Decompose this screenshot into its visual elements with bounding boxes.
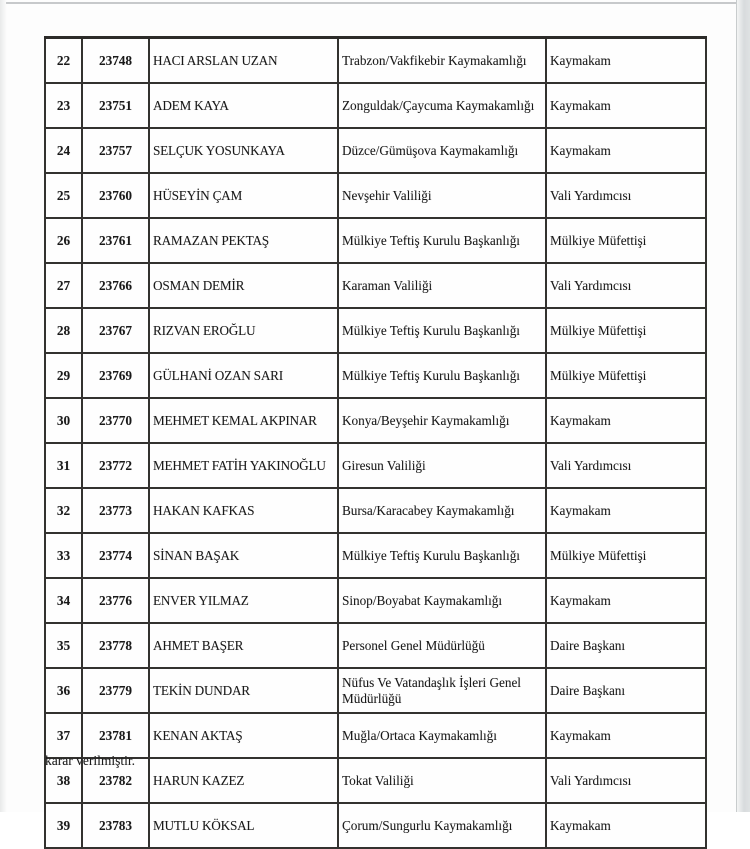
cell-institution: Mülkiye Teftiş Kurulu Başkanlığı [338, 308, 546, 353]
cell-institution: Muğla/Ortaca Kaymakamlığı [338, 713, 546, 758]
cell-institution: Trabzon/Vakfikebir Kaymakamlığı [338, 38, 546, 84]
cell-registry-no: 23772 [82, 443, 149, 488]
table-row [45, 308, 706, 353]
cell-institution: Düzce/Gümüşova Kaymakamlığı [338, 128, 546, 173]
cell-name: MUTLU KÖKSAL [149, 803, 338, 848]
footer-note: karar verilmiştir. [45, 753, 135, 768]
cell-name: SELÇUK YOSUNKAYA [149, 128, 338, 173]
cell-institution: Konya/Beyşehir Kaymakamlığı [338, 398, 546, 443]
cell-row-number: 37 [45, 713, 82, 758]
cell-registry-no: 23773 [82, 488, 149, 533]
cell-institution: Bursa/Karacabey Kaymakamlığı [338, 488, 546, 533]
cell-name: HAKAN KAFKAS [149, 488, 338, 533]
cell-name: HÜSEYİN ÇAM [149, 173, 338, 218]
cell-registry-no: 23769 [82, 353, 149, 398]
cell-institution: Personel Genel Müdürlüğü [338, 623, 546, 668]
cell-row-number: 39 [45, 803, 82, 848]
cell-row-number: 28 [45, 308, 82, 353]
cell-registry-no: 23781 [82, 713, 149, 758]
cell-row-number: 22 [45, 38, 82, 84]
cell-row-number: 27 [45, 263, 82, 308]
scan-left-edge-shadow [0, 0, 7, 812]
cell-row-number: 35 [45, 623, 82, 668]
table-row [45, 668, 706, 713]
cell-title: Kaymakam [546, 83, 706, 128]
table-row [45, 488, 706, 533]
cell-name: RIZVAN EROĞLU [149, 308, 338, 353]
cell-title: Kaymakam [546, 803, 706, 848]
officials-table-body [45, 38, 706, 849]
cell-title: Daire Başkanı [546, 623, 706, 668]
cell-registry-no: 23776 [82, 578, 149, 623]
table-row [45, 533, 706, 578]
cell-registry-no: 23770 [82, 398, 149, 443]
cell-title: Kaymakam [546, 38, 706, 84]
scan-right-edge-shadow [736, 0, 750, 812]
table-row [45, 578, 706, 623]
table-row [45, 398, 706, 443]
cell-institution: Sinop/Boyabat Kaymakamlığı [338, 578, 546, 623]
cell-institution: Çorum/Sungurlu Kaymakamlığı [338, 803, 546, 848]
cell-registry-no: 23782 [82, 758, 149, 803]
table-row [45, 758, 706, 803]
cell-title: Daire Başkanı [546, 668, 706, 713]
table-row [45, 623, 706, 668]
cell-title: Mülkiye Müfettişi [546, 308, 706, 353]
cell-row-number: 33 [45, 533, 82, 578]
cell-institution: Mülkiye Teftiş Kurulu Başkanlığı [338, 218, 546, 263]
cell-registry-no: 23760 [82, 173, 149, 218]
cell-row-number: 26 [45, 218, 82, 263]
cell-registry-no: 23774 [82, 533, 149, 578]
cell-institution: Giresun Valiliği [338, 443, 546, 488]
table-row [45, 443, 706, 488]
cell-row-number: 29 [45, 353, 82, 398]
table-row [45, 713, 706, 758]
cell-row-number: 25 [45, 173, 82, 218]
cell-institution: Mülkiye Teftiş Kurulu Başkanlığı [338, 353, 546, 398]
cell-title: Kaymakam [546, 488, 706, 533]
cell-registry-no: 23779 [82, 668, 149, 713]
cell-registry-no: 23761 [82, 218, 149, 263]
cell-institution: Zonguldak/Çaycuma Kaymakamlığı [338, 83, 546, 128]
cell-row-number: 30 [45, 398, 82, 443]
cell-institution: Mülkiye Teftiş Kurulu Başkanlığı [338, 533, 546, 578]
table-row [45, 218, 706, 263]
table-row [45, 83, 706, 128]
table-row [45, 803, 706, 848]
cell-registry-no: 23757 [82, 128, 149, 173]
cell-title: Vali Yardımcısı [546, 758, 706, 803]
cell-title: Vali Yardımcısı [546, 443, 706, 488]
table-row [45, 173, 706, 218]
cell-title: Vali Yardımcısı [546, 173, 706, 218]
table-row [45, 353, 706, 398]
cell-institution: Tokat Valiliği [338, 758, 546, 803]
cell-registry-no: 23766 [82, 263, 149, 308]
table-row [45, 128, 706, 173]
cell-title: Kaymakam [546, 578, 706, 623]
cell-name: KENAN AKTAŞ [149, 713, 338, 758]
scan-top-edge-line [6, 2, 736, 4]
cell-row-number: 34 [45, 578, 82, 623]
cell-registry-no: 23783 [82, 803, 149, 848]
cell-row-number: 23 [45, 83, 82, 128]
cell-row-number: 31 [45, 443, 82, 488]
cell-name: HACI ARSLAN UZAN [149, 38, 338, 84]
cell-name: GÜLHANİ OZAN SARI [149, 353, 338, 398]
cell-name: TEKİN DUNDAR [149, 668, 338, 713]
cell-row-number: 36 [45, 668, 82, 713]
cell-registry-no: 23767 [82, 308, 149, 353]
cell-name: AHMET BAŞER [149, 623, 338, 668]
table-row [45, 38, 706, 84]
cell-registry-no: 23778 [82, 623, 149, 668]
cell-name: SİNAN BAŞAK [149, 533, 338, 578]
cell-row-number: 32 [45, 488, 82, 533]
cell-title: Kaymakam [546, 128, 706, 173]
cell-name: OSMAN DEMİR [149, 263, 338, 308]
cell-registry-no: 23751 [82, 83, 149, 128]
cell-name: MEHMET FATİH YAKINOĞLU [149, 443, 338, 488]
cell-institution: Nevşehir Valiliği [338, 173, 546, 218]
cell-name: ADEM KAYA [149, 83, 338, 128]
cell-name: ENVER YILMAZ [149, 578, 338, 623]
cell-institution: Nüfus Ve Vatandaşlık İşleri Genel Müdürlüğü [338, 668, 546, 713]
cell-registry-no: 23748 [82, 38, 149, 84]
cell-name: RAMAZAN PEKTAŞ [149, 218, 338, 263]
cell-title: Kaymakam [546, 398, 706, 443]
cell-title: Mülkiye Müfettişi [546, 218, 706, 263]
cell-title: Vali Yardımcısı [546, 263, 706, 308]
officials-table [44, 36, 707, 849]
cell-title: Kaymakam [546, 713, 706, 758]
table-row [45, 263, 706, 308]
cell-name: MEHMET KEMAL AKPINAR [149, 398, 338, 443]
cell-title: Mülkiye Müfettişi [546, 353, 706, 398]
cell-row-number: 38 [45, 758, 82, 803]
cell-institution: Karaman Valiliği [338, 263, 546, 308]
cell-row-number: 24 [45, 128, 82, 173]
cell-name: HARUN KAZEZ [149, 758, 338, 803]
cell-title: Mülkiye Müfettişi [546, 533, 706, 578]
